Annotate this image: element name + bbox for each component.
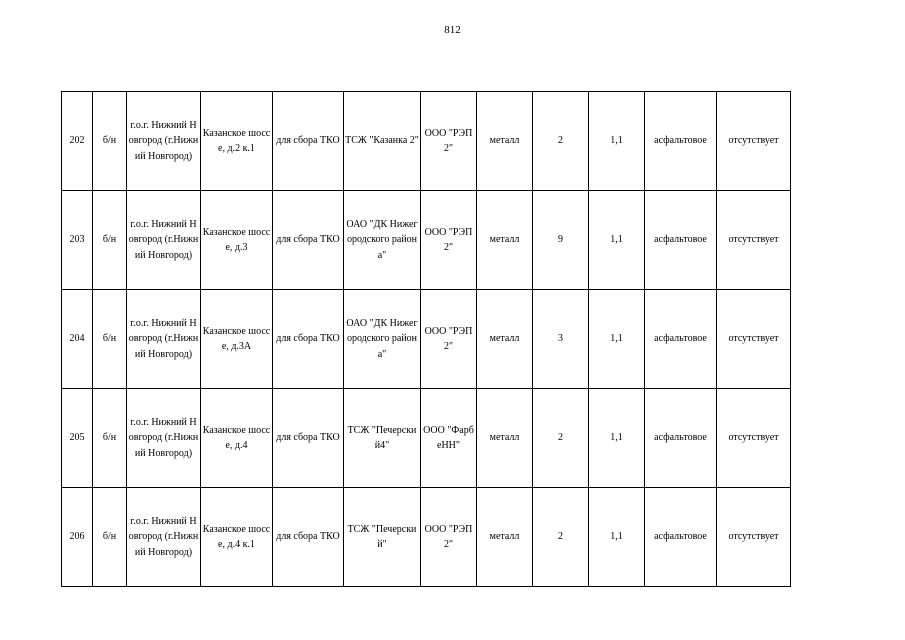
surface-cell: асфальтовое [645,389,717,488]
fence-cell: отсутствует [717,191,791,290]
row-number: 205 [62,389,93,488]
city-cell: г.о.г. Нижний Новгород (г.Нижний Новгород) [127,389,201,488]
row-number: 202 [62,92,93,191]
surface-cell: асфальтовое [645,92,717,191]
site-number: б/н [93,389,127,488]
owner-cell: ТСЖ "Печерский" [344,488,421,587]
purpose-cell: для сбора ТКО [273,389,344,488]
site-number: б/н [93,290,127,389]
container-count-cell: 2 [533,92,589,191]
material-cell: металл [477,191,533,290]
table-row [62,290,791,389]
operator-cell: ООО "ФарбеНН" [421,389,477,488]
site-number: б/н [93,488,127,587]
table-row [62,389,791,488]
container-count-cell: 2 [533,488,589,587]
volume-cell: 1,1 [589,389,645,488]
operator-cell: ООО "РЭП2" [421,290,477,389]
site-number: б/н [93,191,127,290]
purpose-cell: для сбора ТКО [273,191,344,290]
container-count-cell: 9 [533,191,589,290]
page-number: 812 [444,24,461,36]
city-cell: г.о.г. Нижний Новгород (г.Нижний Новгород) [127,92,201,191]
row-number: 206 [62,488,93,587]
purpose-cell: для сбора ТКО [273,92,344,191]
fence-cell: отсутствует [717,488,791,587]
surface-cell: асфальтовое [645,488,717,587]
site-number: б/н [93,92,127,191]
city-cell: г.о.г. Нижний Новгород (г.Нижний Новгород) [127,290,201,389]
address-cell: Казанское шоссе, д.4 к.1 [201,488,273,587]
address-cell: Казанское шоссе, д.2 к.1 [201,92,273,191]
owner-cell: ОАО "ДК Нижегородского района" [344,290,421,389]
fence-cell: отсутствует [717,389,791,488]
volume-cell: 1,1 [589,290,645,389]
row-number: 203 [62,191,93,290]
table-row [62,488,791,587]
volume-cell: 1,1 [589,191,645,290]
owner-cell: ТСЖ "Печерский4" [344,389,421,488]
volume-cell: 1,1 [589,488,645,587]
fence-cell: отсутствует [717,92,791,191]
table-row [62,191,791,290]
city-cell: г.о.г. Нижний Новгород (г.Нижний Новгород) [127,488,201,587]
container-count-cell: 2 [533,389,589,488]
address-cell: Казанское шоссе, д.4 [201,389,273,488]
operator-cell: ООО "РЭП2" [421,191,477,290]
material-cell: металл [477,92,533,191]
material-cell: металл [477,488,533,587]
row-number: 204 [62,290,93,389]
material-cell: металл [477,389,533,488]
owner-cell: ОАО "ДК Нижегородского района" [344,191,421,290]
address-cell: Казанское шоссе, д.3А [201,290,273,389]
operator-cell: ООО "РЭП2" [421,92,477,191]
volume-cell: 1,1 [589,92,645,191]
city-cell: г.о.г. Нижний Новгород (г.Нижний Новгород) [127,191,201,290]
operator-cell: ООО "РЭП2" [421,488,477,587]
fence-cell: отсутствует [717,290,791,389]
waste-site-registry-table [61,91,791,587]
material-cell: металл [477,290,533,389]
owner-cell: ТСЖ "Казанка 2" [344,92,421,191]
surface-cell: асфальтовое [645,290,717,389]
purpose-cell: для сбора ТКО [273,488,344,587]
address-cell: Казанское шоссе, д.3 [201,191,273,290]
container-count-cell: 3 [533,290,589,389]
purpose-cell: для сбора ТКО [273,290,344,389]
surface-cell: асфальтовое [645,191,717,290]
table-row [62,92,791,191]
